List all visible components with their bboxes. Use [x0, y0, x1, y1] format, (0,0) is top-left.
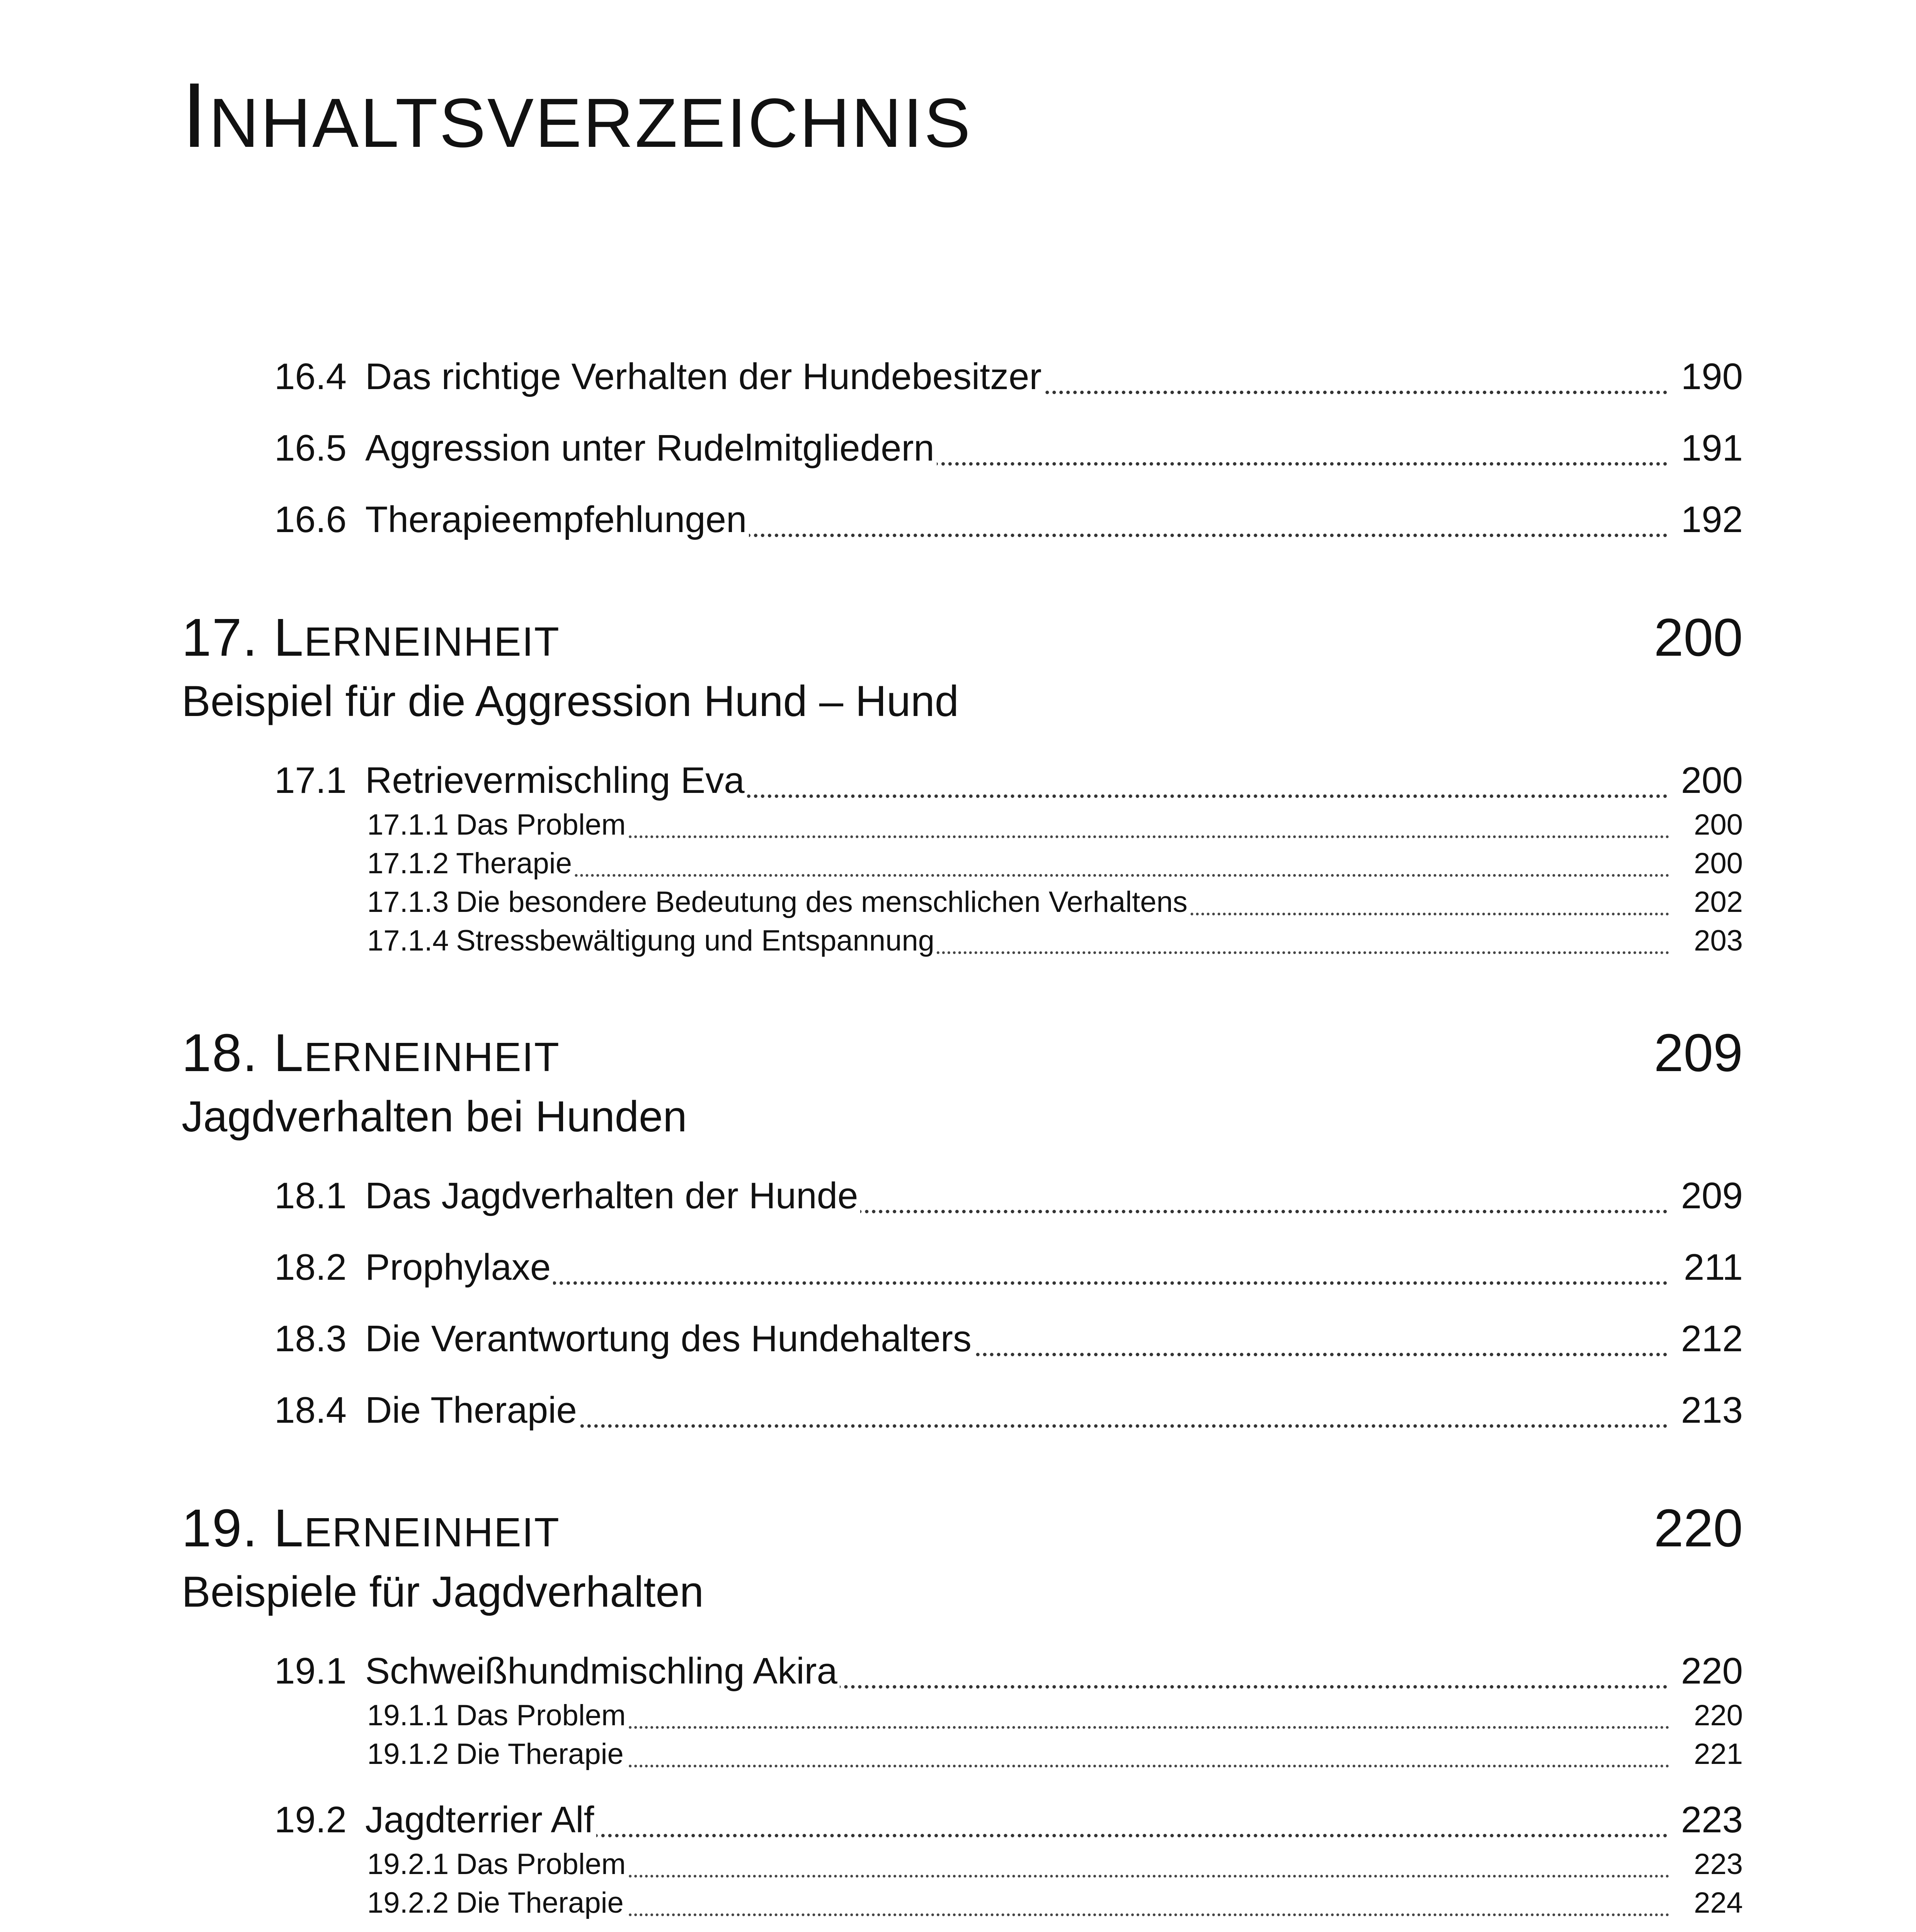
toc-subentry-page: 202 — [1694, 886, 1743, 918]
toc-entry[interactable] — [274, 1316, 1743, 1362]
toc-entry-text: Schweißhundmischling Akira — [365, 1650, 840, 1692]
chapter-number: 19. — [182, 1498, 258, 1558]
chapter-subtitle: Beispiel für die Aggression Hund – Hund — [182, 677, 959, 725]
chapter-label — [182, 605, 560, 675]
toc-entry-text: Das Jagdverhalten der Hunde — [365, 1175, 860, 1216]
toc-entry[interactable] — [274, 1387, 1743, 1434]
toc-subentry-text: Die besondere Bedeutung des menschlichen Verhaltens — [456, 886, 1190, 918]
toc-entry-number: 16.4 — [274, 356, 347, 397]
toc-subentry[interactable] — [367, 846, 1743, 881]
chapter-number: 17. — [182, 608, 258, 667]
toc-entry-text: Retrievermischling Eva — [365, 760, 747, 801]
toc-entry-number: 16.5 — [274, 427, 347, 469]
toc-entry-text: Die Therapie — [365, 1389, 579, 1431]
chapter-page: 209 — [1654, 1023, 1743, 1083]
toc-entry-page: 212 — [1681, 1318, 1743, 1359]
toc-subentry-text: Stressbewältigung und Entspannung — [456, 924, 937, 957]
toc-entry-number: 18.2 — [274, 1247, 347, 1288]
toc-subentry[interactable] — [367, 1847, 1743, 1882]
toc-entry-page: 190 — [1681, 356, 1743, 397]
chapter-page: 200 — [1654, 608, 1743, 667]
toc-entry-page: 200 — [1681, 760, 1743, 801]
chapter-label-initial: L — [274, 1023, 304, 1083]
toc-entry-text: Prophylaxe — [365, 1247, 553, 1288]
toc-subentry-number: 17.1.2 — [367, 847, 449, 880]
toc-entry[interactable] — [274, 1244, 1743, 1291]
toc-subentry-text: Das Problem — [456, 808, 628, 841]
toc-subentry[interactable] — [367, 885, 1743, 920]
toc-entry-text: Das richtige Verhalten der Hundebesitzer — [365, 356, 1044, 397]
toc-entry[interactable] — [274, 1648, 1743, 1694]
toc-entry[interactable] — [274, 497, 1743, 543]
toc-subentry-page: 200 — [1694, 808, 1743, 841]
toc-entry-page: 213 — [1681, 1389, 1743, 1431]
toc-subentry-page: 224 — [1694, 1886, 1743, 1919]
toc-subentry-number: 17.1.3 — [367, 886, 449, 918]
toc-entry-text: Therapieempfehlungen — [365, 499, 749, 540]
toc-entry-number: 16.6 — [274, 499, 347, 540]
page-title-initial: I — [182, 64, 209, 167]
chapter-number: 18. — [182, 1023, 258, 1083]
toc-subentry[interactable] — [367, 1698, 1743, 1733]
toc-subentry-text: Die Therapie — [456, 1886, 626, 1919]
toc-subentry-number: 19.1.2 — [367, 1738, 449, 1770]
chapter-label — [182, 1495, 560, 1565]
chapter-heading-18[interactable] — [182, 1020, 1743, 1086]
toc-entry-number: 18.4 — [274, 1389, 347, 1431]
toc-subentry[interactable] — [367, 1886, 1743, 1920]
toc-subentry-page: 203 — [1694, 924, 1743, 957]
toc-subentry-page: 223 — [1694, 1848, 1743, 1881]
toc-entry-page: 220 — [1681, 1650, 1743, 1692]
chapter-heading-17[interactable] — [182, 605, 1743, 670]
toc-entry-text: Die Verantwortung des Hundehalters — [365, 1318, 974, 1359]
toc-subentry-text: Therapie — [456, 847, 574, 880]
toc-entry-number: 19.1 — [274, 1650, 347, 1692]
toc-entry-page: 192 — [1681, 499, 1743, 540]
chapter-page: 220 — [1654, 1498, 1743, 1558]
toc-subentry-text: Das Problem — [456, 1848, 628, 1881]
toc-subentry-number: 17.1.1 — [367, 808, 449, 841]
toc-subentry-text: Die Therapie — [456, 1738, 626, 1770]
toc-subentry-page: 220 — [1694, 1699, 1743, 1732]
toc-subentry-number: 19.1.1 — [367, 1699, 449, 1732]
toc-entry[interactable] — [274, 1797, 1743, 1843]
chapter-heading-19[interactable] — [182, 1495, 1743, 1561]
toc-entry-text: Jagdterrier Alf — [365, 1799, 596, 1840]
toc-subentry-number: 17.1.4 — [367, 924, 449, 957]
toc-entry-number: 17.1 — [274, 760, 347, 801]
toc-entry-number: 18.3 — [274, 1318, 347, 1359]
toc-entry-page: 223 — [1681, 1799, 1743, 1840]
chapter-label-rest: ERNEINHEIT — [304, 1510, 560, 1555]
chapter-label-rest: ERNEINHEIT — [304, 1034, 560, 1080]
page-title — [182, 64, 972, 167]
chapter-label-initial: L — [274, 608, 304, 667]
chapter-label-rest: ERNEINHEIT — [304, 619, 560, 665]
toc-entry-text: Aggression unter Rudelmitgliedern — [365, 427, 937, 469]
toc-subentry[interactable] — [367, 1737, 1743, 1772]
chapter-subtitle: Beispiele für Jagdverhalten — [182, 1568, 704, 1616]
toc-entry[interactable] — [274, 425, 1743, 471]
toc-entry-page: 191 — [1681, 427, 1743, 469]
page-title-rest: NHALTSVERZEICHNIS — [209, 84, 972, 162]
toc-entry[interactable] — [274, 354, 1743, 400]
toc-subentry-page: 221 — [1694, 1738, 1743, 1770]
toc-entry-number: 19.2 — [274, 1799, 347, 1840]
chapter-label-initial: L — [274, 1498, 304, 1558]
toc-subentry-text: Das Problem — [456, 1699, 628, 1732]
toc-subentry-number: 19.2.2 — [367, 1886, 449, 1919]
toc-subentry[interactable] — [367, 923, 1743, 958]
toc-subentry-number: 19.2.1 — [367, 1848, 449, 1881]
toc-entry[interactable] — [274, 757, 1743, 804]
toc-entry-page: 209 — [1681, 1175, 1743, 1216]
toc-entry-number: 18.1 — [274, 1175, 347, 1216]
chapter-label — [182, 1020, 560, 1090]
toc-entry-page: 211 — [1683, 1247, 1743, 1288]
toc-subentry[interactable] — [367, 808, 1743, 842]
chapter-subtitle: Jagdverhalten bei Hunden — [182, 1092, 687, 1141]
toc-subentry-page: 200 — [1694, 847, 1743, 880]
toc-entry[interactable] — [274, 1173, 1743, 1219]
